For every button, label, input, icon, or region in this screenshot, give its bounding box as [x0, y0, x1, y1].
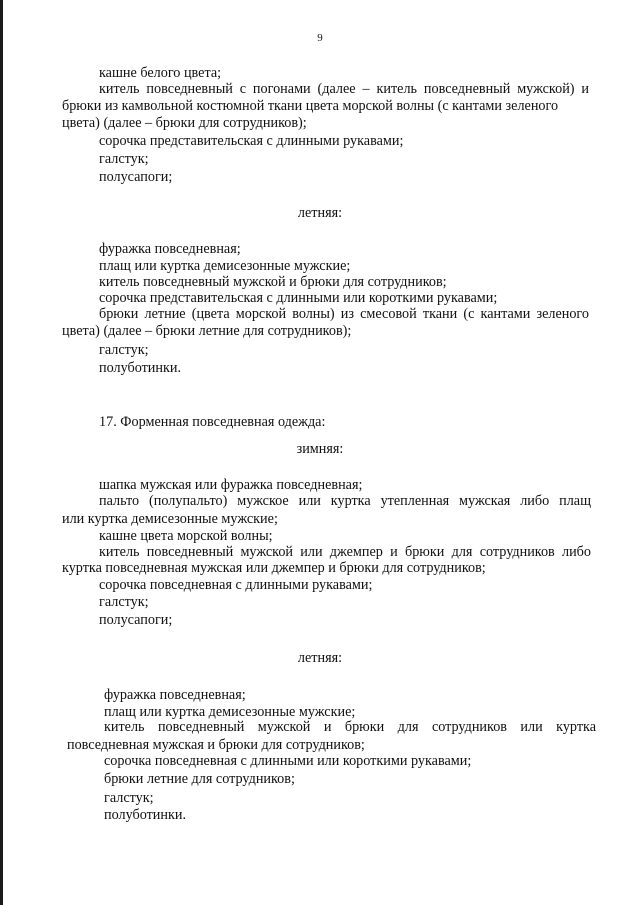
text-line: галстук; — [99, 594, 149, 610]
text-line: брюки из камвольной костюмной ткани цвета морской волны (с кантами зеленого — [62, 98, 559, 114]
section-heading-winter: зимняя: — [296, 441, 344, 457]
section-heading-summer: летняя: — [297, 205, 343, 221]
text-line: плащ или куртка демисезонные мужские; — [99, 258, 351, 274]
text-line: цвета) (далее – брюки для сотрудников); — [62, 115, 307, 131]
text-line: полуботинки. — [104, 807, 187, 823]
text-line: сорочка повседневная с длинными рукавами; — [99, 577, 373, 593]
text-line: полуботинки. — [99, 360, 182, 376]
text-line: куртка повседневная мужская или джемпер и брюки для сотрудников; — [62, 560, 486, 576]
text-line: пальто (полупальто) мужское или куртка утепленная мужская либо плащ — [99, 493, 591, 509]
page-number: 9 — [317, 32, 323, 44]
text-line: китель повседневный мужской или джемпер и брюки для сотрудников либо — [99, 544, 591, 560]
text-line: кашне цвета морской волны; — [99, 528, 273, 544]
text-line: галстук; — [99, 151, 149, 167]
text-line: цвета) (далее – брюки летние для сотрудников); — [62, 323, 352, 339]
text-line: плащ или куртка демисезонные мужские; — [104, 704, 356, 720]
text-line: или куртка демисезонные мужские; — [62, 511, 278, 527]
text-line: фуражка повседневная; — [104, 687, 246, 703]
text-line: брюки летние для сотрудников; — [104, 771, 295, 787]
text-line: полусапоги; — [99, 612, 173, 628]
text-line: фуражка повседневная; — [99, 241, 241, 257]
text-line: китель повседневный мужской и брюки для сотрудников или куртка — [104, 719, 596, 735]
text-line: шапка мужская или фуражка повседневная; — [99, 477, 363, 493]
text-line: сорочка представительская с длинными рукавами; — [99, 133, 404, 149]
text-line: повседневная мужская и брюки для сотрудников; — [67, 737, 365, 753]
text-line: сорочка представительская с длинными или короткими рукавами; — [99, 290, 498, 306]
text-line: китель повседневный мужской и брюки для сотрудников; — [99, 274, 447, 290]
text-line: галстук; — [104, 790, 154, 806]
section-heading-summer: летняя: — [297, 650, 343, 666]
text-line: галстук; — [99, 342, 149, 358]
section-title: 17. Форменная повседневная одежда: — [99, 414, 326, 430]
text-line: китель повседневный с погонами (далее – китель повседневный мужской) и — [99, 81, 589, 97]
text-line: кашне белого цвета; — [99, 65, 222, 81]
text-line: брюки летние (цвета морской волны) из смесовой ткани (с кантами зеленого — [99, 306, 589, 322]
text-line: полусапоги; — [99, 169, 173, 185]
text-line: сорочка повседневная с длинными или короткими рукавами; — [104, 753, 472, 769]
